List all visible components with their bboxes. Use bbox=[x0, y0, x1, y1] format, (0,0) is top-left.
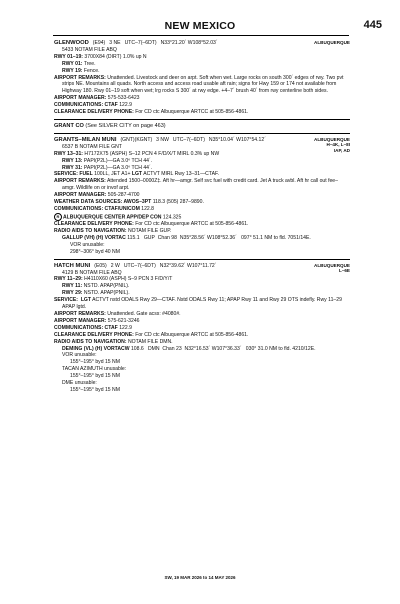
chart-refs: L–6E bbox=[339, 268, 350, 274]
runway-label: RWY 01–19: bbox=[54, 53, 83, 60]
vor-unusable-range: 155°–195° byd 15 NM bbox=[70, 359, 120, 366]
vor-coords: N32°16.53´ W107°36.33´ bbox=[184, 345, 242, 352]
runway-end-value: PAPI(P2L)—GA 3.0º TCH 44´. bbox=[83, 157, 153, 164]
airport-utc: UTC–7(–6DT) bbox=[123, 262, 156, 269]
runway-end-label: RWY 29: bbox=[62, 290, 83, 297]
entry-separator bbox=[54, 133, 350, 134]
navaid-label: RADIO AIDS TO NAVIGATION: bbox=[54, 228, 127, 234]
lighting-value: ACTVT MIRL Rwy 13–31—CTAF. bbox=[143, 171, 219, 178]
elevation-notam: 4129 B NOTAM FILE ABQ bbox=[62, 269, 122, 276]
runway-end-label: RWY 11: bbox=[62, 283, 83, 290]
navaid-line bbox=[54, 346, 350, 353]
vor-channel: Chan 98 bbox=[157, 234, 177, 241]
runway-label: RWY 11–29: bbox=[54, 276, 83, 283]
vor-unusable-label: VOR unusable: bbox=[70, 241, 105, 248]
manager-phone: 575-533-6423 bbox=[107, 95, 140, 102]
entry-separator bbox=[54, 119, 350, 120]
fuel-label: FUEL bbox=[79, 171, 93, 178]
clearance-label: CLEARANCE DELIVERY PHONE: bbox=[54, 331, 134, 338]
page-number: 445 bbox=[363, 19, 382, 31]
tacan-unusable-range: 155°–195° byd 15 NM bbox=[70, 373, 120, 380]
service-label: SERVICE: bbox=[54, 297, 78, 304]
airport-entry-grant-co bbox=[54, 123, 350, 130]
page-title: NEW MEXICO bbox=[164, 20, 236, 32]
airport-name: GRANT CO bbox=[54, 122, 84, 129]
remarks-label: AIRPORT REMARKS: bbox=[54, 74, 106, 81]
airport-utc: UTC–7(–6DT) bbox=[124, 40, 157, 46]
navaid-notam: NOTAM FILE DMN. bbox=[127, 338, 173, 345]
cross-reference: (See SILVER CITY on page 463) bbox=[85, 122, 166, 129]
runway-end-label: RWY 13: bbox=[62, 157, 83, 164]
clearance-label: CLEARANCE DELIVERY PHONE: bbox=[54, 109, 134, 116]
weather-value: 118.3 (505) 287–9890. bbox=[152, 199, 204, 206]
vor-freq: 115.1 bbox=[127, 234, 140, 241]
airport-entry-hatch-muni bbox=[54, 263, 350, 394]
airport-coords: N32°39.62´ W107°11.72´ bbox=[159, 262, 217, 269]
runway-value: 3700X84 (DIRT) 1.0% up N bbox=[84, 53, 147, 60]
vor-unusable-label: VOR unusable: bbox=[62, 352, 97, 359]
region-label: ALBUQUERQUE bbox=[314, 40, 350, 45]
manager-phone: 505-287-4700 bbox=[107, 192, 140, 199]
runway-end-value: Tree. bbox=[83, 60, 96, 67]
comm-label: COMMUNICATIONS: CTAF bbox=[54, 324, 118, 331]
page-footer: SW, 19 MAR 2026 to 14 MAY 2026 bbox=[164, 575, 236, 580]
airport-name: GLENWOOD bbox=[54, 40, 89, 46]
runway-end-value: PAPI(P2L)—GA 3.0º TCH 44´. bbox=[83, 164, 153, 171]
remarks-label: AIRPORT REMARKS: bbox=[54, 310, 106, 317]
remarks-text: Unattended. Livestock and deer on arpt. Soft when wet. Large rocks on south 300´ edges of rwy. Two pvt strips NE. Mountains all quads. North access and access road usable aft rain; signs for Hwy 159 or 174 not available from Highway 180. Rwy 01–19 soft when wet; lrg rocks S 300´ at rwy edge. +4–7´ brush 40´ from rwy centerline both sides. bbox=[62, 74, 344, 95]
remarks-text: Unattended. Gate acss: #4080#. bbox=[107, 310, 181, 317]
navaid-label: RADIO AIDS TO NAVIGATION: bbox=[54, 338, 127, 345]
region-block bbox=[314, 137, 350, 154]
airport-id: (E05) bbox=[94, 262, 107, 269]
comm-freq: 122.8 bbox=[141, 205, 154, 212]
airport-utc: UTC–7(–6DT) bbox=[172, 136, 205, 143]
runway-end-value: Fence. bbox=[83, 67, 100, 74]
elevation-notam: 5433 NOTAM FILE ABQ bbox=[62, 46, 117, 53]
airport-location: 2 W bbox=[110, 262, 120, 269]
comm-label: COMMUNICATIONS: CTAF bbox=[54, 102, 118, 109]
vor-channel: Chan 23 bbox=[162, 345, 182, 352]
fuel-value: 100LL, JET A1+ bbox=[94, 171, 131, 178]
airport-id: (E94) bbox=[92, 40, 106, 46]
comm-label: COMMUNICATIONS: CTAF/UNICOM bbox=[54, 205, 140, 212]
lighting-label: LGT bbox=[80, 297, 91, 304]
vor-freq: 108.6 bbox=[130, 345, 144, 352]
vor-id: GUP bbox=[143, 234, 155, 241]
airport-name: GRANTS–MILAN MUNI bbox=[54, 136, 117, 143]
runway-end-label: RWY 19: bbox=[62, 67, 83, 74]
runway-value: H4110X60 (ASPH) S–9 PCN 3 F/D/Y/T bbox=[84, 276, 173, 283]
airport-header bbox=[54, 40, 350, 47]
manager-phone: 575-621-3246 bbox=[107, 317, 140, 324]
runway-end-value: NSTD. APAP(PNIL). bbox=[83, 283, 130, 290]
remarks-label: AIRPORT REMARKS: bbox=[54, 178, 106, 185]
weather-label: WEATHER DATA SOURCES: AWOS–3PT bbox=[54, 199, 152, 206]
airport-id: (GNT)(KGNT) bbox=[120, 136, 153, 143]
chart-refs: H–4K, L–8I bbox=[326, 142, 350, 148]
vor-bearing: 030° 31.0 NM to fld. 4210/12E. bbox=[245, 345, 316, 352]
manager-label: AIRPORT MANAGER: bbox=[54, 317, 107, 324]
navaid-line bbox=[54, 235, 350, 242]
dme-unusable-label: DME unusable: bbox=[62, 380, 97, 387]
airport-header bbox=[54, 137, 350, 144]
airport-coords: N33°21.20´ W108°52.03´ bbox=[160, 40, 218, 46]
runway-label: RWY 13–31: bbox=[54, 150, 83, 157]
airport-entry-glenwood bbox=[54, 40, 350, 116]
manager-label: AIRPORT MANAGER: bbox=[54, 95, 107, 102]
airport-entry-grants-milan bbox=[54, 137, 350, 256]
airport-location: 3 NW bbox=[156, 136, 169, 143]
airport-coords: N35°10.04´ W107°54.12´ bbox=[208, 136, 266, 143]
entry-separator bbox=[54, 259, 350, 260]
navaid-notam: NOTAM FILE GUP. bbox=[127, 228, 172, 234]
clearance-text: For CD ctc Albuquerque ARTCC at 505-856-4861. bbox=[135, 221, 249, 228]
region-block bbox=[314, 263, 350, 274]
runway-end-label: RWY 01: bbox=[62, 60, 83, 67]
clearance-label: CLEARANCE DELIVERY PHONE: bbox=[54, 221, 134, 228]
airport-location: 3 NE bbox=[109, 40, 121, 46]
vor-coords: N35°28.56´ W108°52.36´ bbox=[179, 234, 237, 241]
directory-content bbox=[54, 40, 350, 394]
vor-id: DMN bbox=[147, 345, 160, 352]
top-rule bbox=[53, 35, 349, 36]
radar-circle-icon: R bbox=[54, 213, 62, 221]
lighting-value: ACTVT nstd ODALS Rwy 29—CTAF. Nstd ODALS Rwy 11; APAP Rwy 11 and Rwy 29 OTS indefly. Rwy 11–29 APAP lgtd. bbox=[62, 297, 342, 311]
service-label: SERVICE: bbox=[54, 171, 78, 178]
region-label: ALBUQUERQUE bbox=[314, 262, 350, 268]
runway-end-label: RWY 31: bbox=[62, 164, 83, 171]
lighting-label: LGT bbox=[131, 171, 143, 178]
vor-label: DEMING (VL) (H) VORTACW bbox=[62, 345, 130, 352]
manager-label: AIRPORT MANAGER: bbox=[54, 192, 107, 199]
vor-label: GALLUP (VH) (H) VORTAC bbox=[62, 234, 126, 241]
vor-bearing: 097° 51.1 NM to fld. 7051/14E. bbox=[241, 234, 311, 241]
chart-refs: IAP, AD bbox=[333, 148, 350, 154]
vor-unusable-range: 298°–306° byd 40 NM bbox=[70, 248, 120, 255]
remarks-text: Attended 1500–0000Z‡. Aft hr—amgr. Self svc fuel with credit card. Jet A truck avbl. Aft hr call out fee–amgr. Wildlife on or invof arpt. bbox=[62, 178, 338, 192]
runway-end-value: NSTD. APAP(PNIL). bbox=[83, 290, 130, 297]
dme-unusable-range: 155°–195° byd 15 NM bbox=[70, 386, 120, 393]
airport-header bbox=[54, 263, 350, 270]
approach-label: ALBUQUERQUE CENTER APP/DEP CON bbox=[63, 214, 162, 221]
clearance-text: For CD ctc Albuquerque ARTCC at 505-856-4861. bbox=[135, 331, 249, 338]
airport-name: HATCH MUNI bbox=[54, 262, 91, 269]
region-label: ALBUQUERQUE bbox=[314, 136, 350, 142]
tacan-unusable-label: TACAN AZIMUTH unusable: bbox=[62, 366, 127, 373]
clearance-text: For CD ctc Albuquerque ARTCC at 505-856-4861. bbox=[135, 109, 249, 116]
elevation-notam: 6537 B NOTAM FILE GNT bbox=[62, 143, 122, 150]
comm-freq: 122.9 bbox=[119, 102, 132, 109]
approach-freq: 124.325 bbox=[162, 214, 182, 221]
runway-value: H7172X75 (ASPH) S–12 PCN 4 F/D/X/T MIRL 0.3% up NW bbox=[84, 150, 220, 157]
comm-freq: 122.9 bbox=[119, 324, 132, 331]
